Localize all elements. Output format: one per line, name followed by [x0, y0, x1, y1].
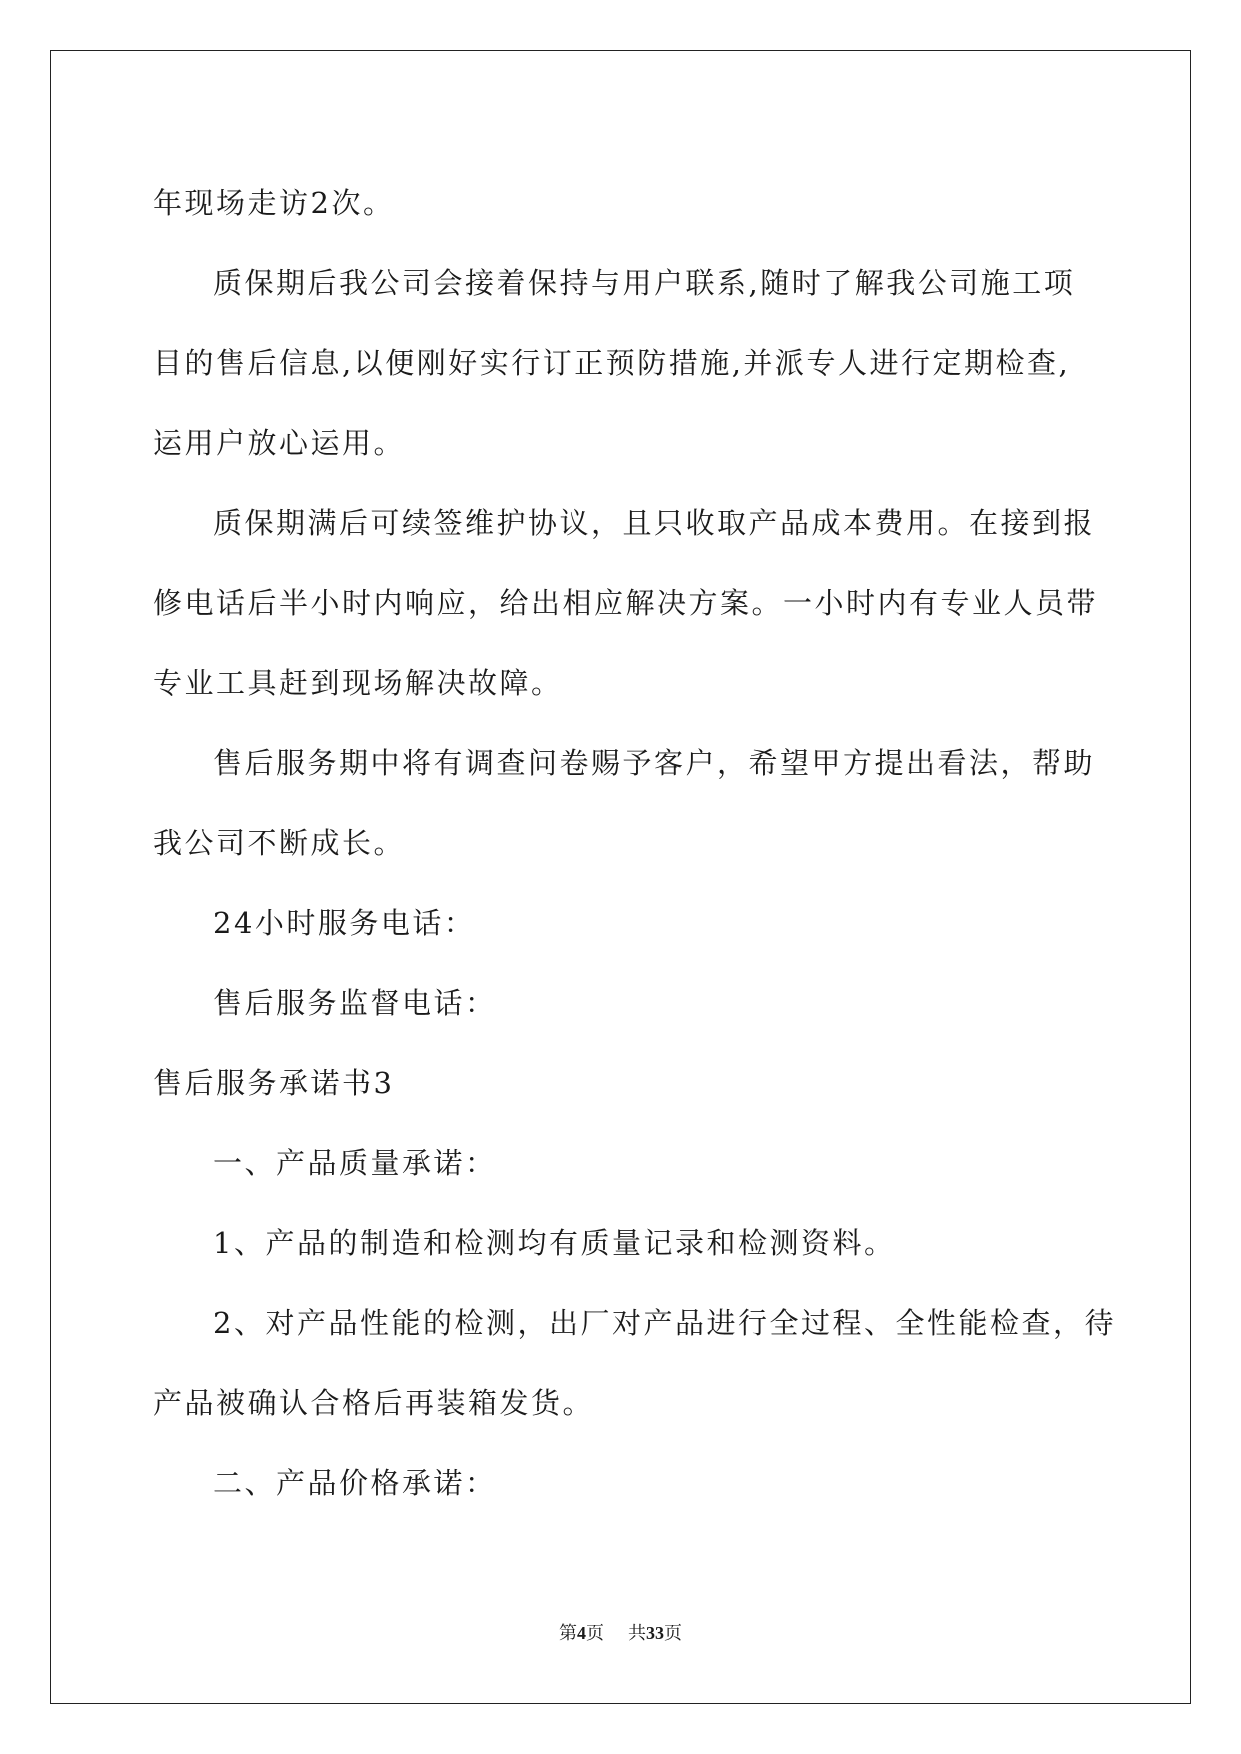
subheading-price: 二、产品价格承诺：	[213, 1466, 497, 1500]
section-heading: 售后服务承诺书3	[153, 1066, 395, 1100]
supervision-hotline-label: 售后服务监督电话：	[213, 986, 497, 1020]
body-line-5: 质保期满后可续签维护协议，且只收取产品成本费用。在接到报	[213, 506, 1096, 540]
list-item-2: 2、对产品性能的检测，出厂对产品进行全过程、全性能检查，待	[213, 1306, 1116, 1340]
page-footer	[0, 1621, 1241, 1646]
footer-prefix: 第	[559, 1623, 577, 1644]
body-line-1: 年现场走访2次。	[153, 186, 395, 220]
list-item-2-continued: 产品被确认合格后再装箱发货。	[153, 1386, 595, 1420]
document-body	[153, 163, 1116, 1523]
total-page-count: 33	[646, 1623, 664, 1643]
body-line-7: 专业工具赶到现场解决故障。	[153, 666, 563, 700]
footer-total-prefix: 共	[628, 1623, 646, 1644]
body-line-2: 质保期后我公司会接着保持与用户联系,随时了解我公司施工项	[213, 266, 1076, 300]
service-hotline-label: 24小时服务电话：	[213, 906, 476, 940]
current-page-number: 4	[577, 1623, 586, 1643]
body-line-3: 目的售后信息,以便刚好实行订正预防措施,并派专人进行定期检查,	[153, 346, 1071, 380]
body-line-6: 修电话后半小时内响应，给出相应解决方案。一小时内有专业人员带	[153, 586, 1099, 620]
body-line-8: 售后服务期中将有调查问卷赐予客户，希望甲方提出看法，帮助	[213, 746, 1096, 780]
footer-total-suffix: 页	[664, 1623, 682, 1644]
body-line-9: 我公司不断成长。	[153, 826, 406, 860]
list-item-1: 1、产品的制造和检测均有质量记录和检测资料。	[213, 1226, 896, 1260]
body-line-4: 运用户放心运用。	[153, 426, 406, 460]
footer-page-suffix: 页	[586, 1623, 604, 1644]
subheading-quality: 一、产品质量承诺：	[213, 1146, 497, 1180]
